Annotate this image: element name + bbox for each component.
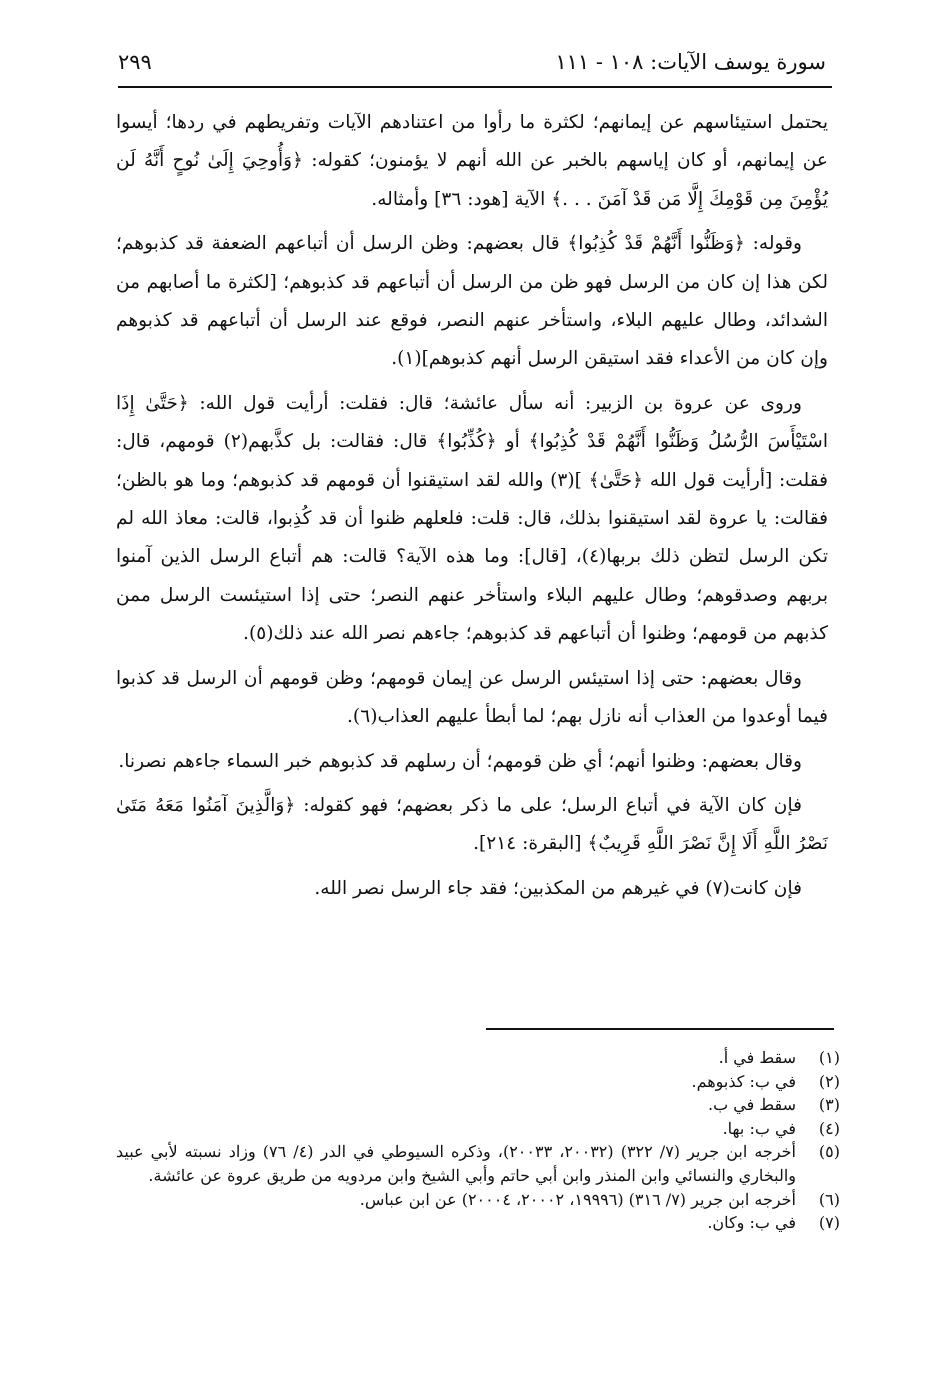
- footnote: [116, 1188, 840, 1212]
- footnote-number: (٥): [818, 1142, 840, 1162]
- footnote: [116, 1211, 840, 1235]
- footnote-text: في ب: بها.: [722, 1118, 796, 1138]
- footnote: [116, 1093, 840, 1117]
- footnote: [116, 1140, 840, 1187]
- running-title: سورة يوسف الآيات: ١٠٨ - ١١١: [555, 50, 826, 74]
- main-text: [116, 104, 828, 914]
- paragraph: يحتمل استيئاسهم عن إيمانهم؛ لكثرة ما رأوا من اعتنادهم الآيات وتفريطهم في ردها؛ أيسوا عن إيمانهم، أو كان إياسهم بالخبر عن الله أنهم لا يؤمنون؛ كقوله: ﴿وَأُوحِيَ إِلَىٰ نُوحٍ أَنَّهُ لَن يُؤْمِنَ مِن قَوْمِكَ إِلَّا مَن قَدْ آمَنَ . . .﴾ الآية [هود: ٣٦] وأمثاله.: [116, 112, 828, 210]
- paragraph: وقوله: ﴿وَظَنُّوا أَنَّهُمْ قَدْ كُذِبُوا﴾ قال بعضهم: وظن الرسل أن أتباعهم الضعفة قد كذبوهم؛ لكن هذا إن كان من الرسل فهو ظن من الرسل أن أتباعهم قد كذبوهم؛ [لكثرة ما أصابهم من الشدائد، وطال عليهم البلاء، واستأخر عنهم النصر، فوقع عند الرسل أن أتباعهم قد كذبوهم وإن كان من الأعداء فقد استيقن الرسل أنهم كذبوهم](١).: [116, 233, 828, 370]
- footnote: [116, 1117, 840, 1141]
- footnote-text: سقط في أ.: [718, 1048, 796, 1067]
- footnote-text: سقط في ب.: [708, 1095, 796, 1115]
- paragraph: وروى عن عروة بن الزبير: أنه سأل عائشة؛ قال: فقلت: أرأيت قول الله: ﴿حَتَّىٰ إِذَا اسْتَيْأَسَ الرُّسُلُ وَظَنُّوا أَنَّهُمْ قَدْ كُذِبُوا﴾ أو ﴿كُذِّبُوا﴾ قال: فقالت: بل كذَّبهم(٢) قومهم، قال: فقلت: [أرأيت قول الله ﴿حَتَّىٰ﴾ ](٣) والله لقد استيقنوا أن قومهم قد كذبوهم؛ وما هو بالظن؛ فقالت: يا عروة لقد استيقنوا بذلك، قال: قلت: فلعلهم ظنوا أن قد كُذِبوا، قالت: معاذ الله لم تكن الرسل لتظن ذلك بربها(٤)، [قال]: وما هذه الآية؟ قالت: هم أتباع الرسل الذين آمنوا بربهم وصدقوهم؛ وطال عليهم البلاء واستأخر عنهم النصر؛ حتى إذا استيئست الرسل ممن كذبهم من قومهم؛ وظنوا أن أتباعهم قد كذبوهم؛ جاءهم نصر الله عند ذلك(٥).: [116, 392, 829, 645]
- footnote-number: (٤): [818, 1118, 840, 1138]
- footnote-text: أخرجه ابن جرير (٧/ ٣١٦) (١٩٩٩٦، ٢٠٠٠٢، ٢٠٠٠٤) عن ابن عباس.: [359, 1189, 796, 1209]
- paragraph: وقال بعضهم: حتى إذا استيئس الرسل عن إيمان قومهم؛ وظن قومهم أن الرسل قد كذبوا فيما أوعدوا من العذاب أنه نازل بهم؛ لما أبطأ عليهم العذاب(٦).: [116, 667, 828, 728]
- header-rule: [118, 86, 832, 88]
- footnote-number: (٣): [818, 1095, 840, 1115]
- paragraph: وقال بعضهم: وظنوا أنهم؛ أي ظن قومهم؛ أن رسلهم قد كذبوهم خبر السماء جاءهم نصرنا.: [118, 750, 802, 772]
- page-header: [118, 44, 826, 80]
- footnote: [116, 1046, 840, 1070]
- paragraph: فإن كانت(٧) في غيرهم من المكذبين؛ فقد جاء الرسل نصر الله.: [314, 877, 802, 899]
- footnote-rule: [486, 1028, 834, 1030]
- footnote-number: (٧): [818, 1213, 840, 1233]
- paragraph: فإن كان الآية في أتباع الرسل؛ على ما ذكر بعضهم؛ فهو كقوله: ﴿وَالَّذِينَ آمَنُوا مَعَهُ مَتَىٰ نَصْرُ اللَّهِ أَلَا إِنَّ نَصْرَ اللَّهِ قَرِيبٌ﴾ [البقرة: ٢١٤].: [116, 794, 828, 855]
- footnote-number: (٢): [818, 1071, 840, 1091]
- footnote-number: (٦): [818, 1189, 840, 1209]
- footnote-text: في ب: وكان.: [707, 1213, 796, 1233]
- page-number: ٢٩٩: [118, 50, 152, 74]
- footnote-number: (١): [818, 1048, 840, 1067]
- footnote-text: في ب: كذبوهم.: [691, 1071, 796, 1091]
- footnotes: [116, 1046, 840, 1235]
- footnote-text: أخرجه ابن جرير (٧/ ٣٢٢) (٢٠٠٣٢، ٢٠٠٣٣)، وذكره السيوطي في الدر (٤/ ٧٦) وزاد نسبته لأبي عبيد والبخاري والنسائي وابن المنذر وابن أبي حاتم وأبي الشيخ وابن مردويه من طريق عروة عن عائشة.: [116, 1142, 796, 1185]
- footnote: [116, 1070, 840, 1094]
